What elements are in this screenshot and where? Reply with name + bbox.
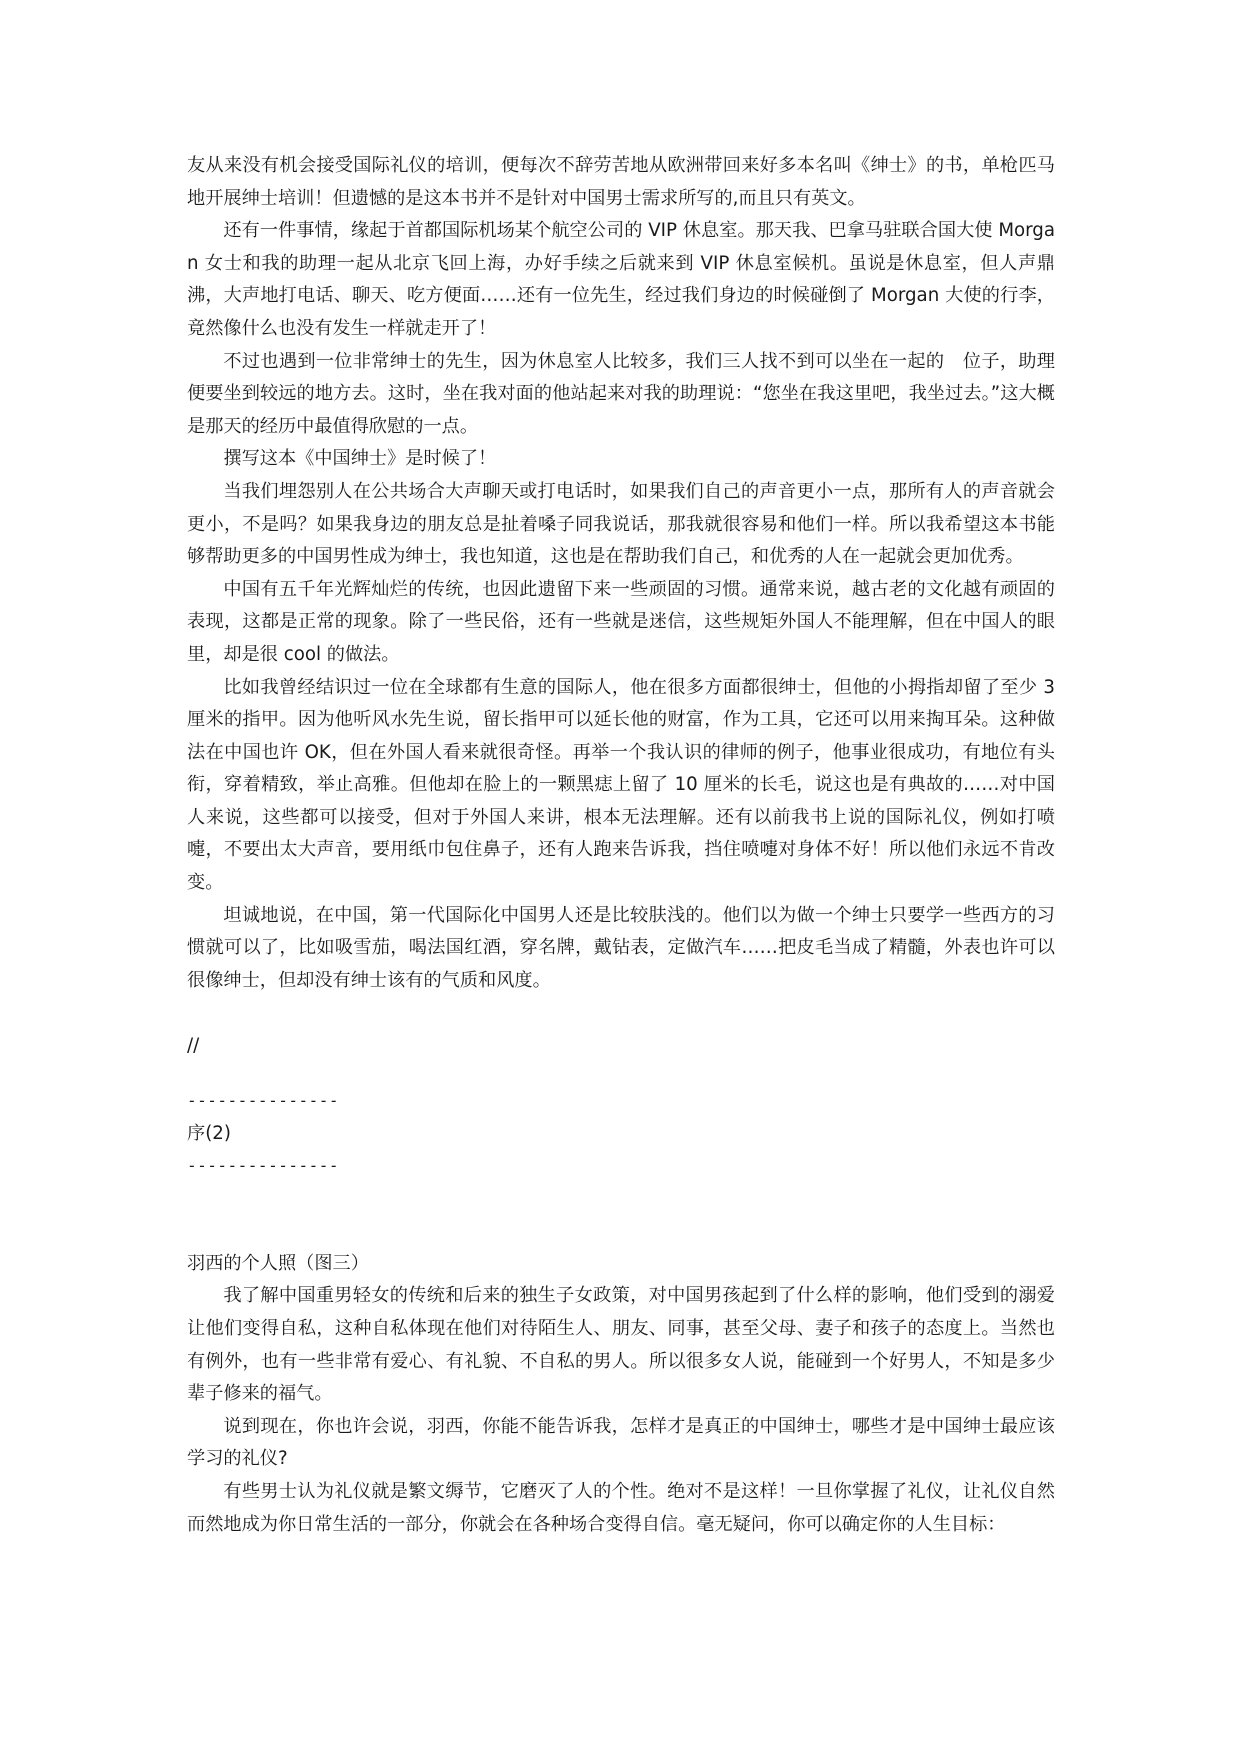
- paragraph-tradition: 中国有五千年光辉灿烂的传统，也因此遗留下来一些顽固的习惯。通常来说，越古老的文化越有顽固的表现，这都是正常的现象。除了一些民俗，还有一些就是迷信，这些规矩外国人不能理解，但在中国人的眼里，却是很 cool 的做法。: [187, 578, 1055, 665]
- paragraph-time-to-write: 撰写这本《中国绅士》是时候了！: [223, 448, 497, 470]
- divider-bottom: ---------------: [187, 1156, 339, 1176]
- paragraph-only-child: 我了解中国重男轻女的传统和后来的独生子女政策，对中国男孩起到了什么样的影响，他们受到的溺爱让他们变得自私，这种自私体现在他们对待陌生人、朋友、同事，甚至父母、妻子和孩子的态度上。当然也有例外，也有一些非常有爱心、有礼貌、不自私的男人。所以很多女人说，能碰到一个好男人，不知是多少辈子修来的福气。: [187, 1285, 1055, 1405]
- paragraph-question: 说到现在，你也许会说，羽西，你能不能告诉我，怎样才是真正的中国绅士，哪些才是中国绅士最应该学习的礼仪?: [187, 1415, 1055, 1470]
- paragraph-etiquette: 有些男士认为礼仪就是繁文缛节，它磨灭了人的个性。绝对不是这样！一旦你掌握了礼仪，让礼仪自然而然地成为你日常生活的一部分，你就会在各种场合变得自信。毫无疑问，你可以确定你的人生目标：: [187, 1480, 1055, 1535]
- paragraph-vip-lounge: 还有一件事情，缘起于首都国际机场某个航空公司的 VIP 休息室。那天我、巴拿马驻联合国大使 Morgan 女士和我的助理一起从北京飞回上海，办好手续之后就来到 VIP 休息室候机。虽说是休息室，但人声鼎沸，大声地打电话、聊天、吃方便面……还有一位先生，经过我们身边的时候碰倒了 Morgan 大使的行李，竟然像什么也没有发生一样就走开了！: [187, 220, 1055, 339]
- section-title: 序(2): [187, 1122, 231, 1144]
- divider-top: ---------------: [187, 1091, 339, 1111]
- paragraph-public-voice: 当我们埋怨别人在公共场合大声聊天或打电话时，如果我们自己的声音更小一点，那所有人的声音就会更小，不是吗？如果我身边的朋友总是扯着嗓子同我说话，那我就很容易和他们一样。所以我希望这本书能够帮助更多的中国男性成为绅士，我也知道，这也是在帮助我们自己，和优秀的人在一起就会更加优秀。: [187, 480, 1055, 568]
- separator-mark: //: [187, 1035, 200, 1057]
- document-page: [187, 150, 1055, 1541]
- paragraph-first-generation: 坦诚地说，在中国，第一代国际化中国男人还是比较肤浅的。他们以为做一个绅士只要学一些西方的习惯就可以了，比如吸雪茄，喝法国红酒，穿名牌，戴钻表，定做汽车……把皮毛当成了精髓，外表也许可以很像绅士，但却没有绅士该有的气质和风度。: [187, 904, 1055, 991]
- photo-caption: 羽西的个人照（图三）: [187, 1252, 369, 1274]
- paragraph-gentleman-seat: 不过也遇到一位非常绅士的先生，因为休息室人比较多，我们三人找不到可以坐在一起的 位子，助理便要坐到较远的地方去。这时，坐在我对面的他站起来对我的助理说：“您坐在我这里吧，我坐过去。”这大概是那天的经历中最值得欣慰的一点。: [187, 350, 1055, 437]
- paragraph-continuation: 友从来没有机会接受国际礼仪的培训，便每次不辞劳苦地从欧洲带回来好多本名叫《绅士》的书，单枪匹马地开展绅士培训！但遗憾的是这本书并不是针对中国男士需求所写的,而且只有英文。: [187, 155, 1055, 209]
- paragraph-examples: 比如我曾经结识过一位在全球都有生意的国际人，他在很多方面都很绅士，但他的小拇指却留了至少 3 厘米的指甲。因为他听风水先生说，留长指甲可以延长他的财富，作为工具，它还可以用来掏耳朵。这种做法在中国也许 OK，但在外国人看来就很奇怪。再举一个我认识的律师的例子，他事业很成功，有地位有头衔，穿着精致，举止高雅。但他却在脸上的一颗黑痣上留了 10 厘米的长毛，说这也是有典故的……对中国人来说，这些都可以接受，但对于外国人来讲，根本无法理解。还有以前我书上说的国际礼仪，例如打喷嚏，不要出太大声音，要用纸巾包住鼻子，还有人跑来告诉我，挡住喷嚏对身体不好！所以他们永远不肯改变。: [187, 676, 1055, 894]
